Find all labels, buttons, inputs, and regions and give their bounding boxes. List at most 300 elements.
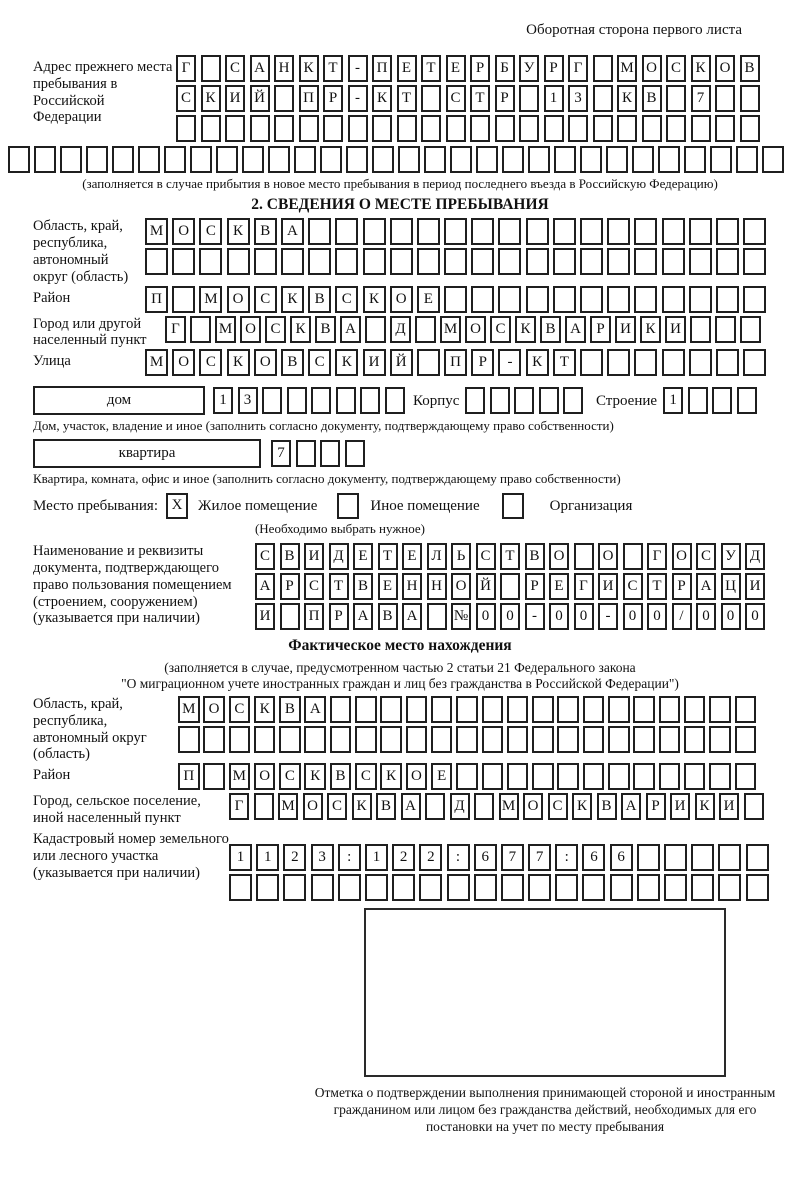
char-cell[interactable] [580,286,603,313]
char-cell[interactable] [372,146,394,173]
char-cell[interactable]: К [640,316,661,343]
char-cell[interactable] [178,726,200,753]
char-cell[interactable]: Д [329,543,349,570]
char-cell[interactable] [528,146,550,173]
char-cell[interactable]: - [525,603,545,630]
char-cell[interactable]: М [145,349,168,376]
char-cell[interactable] [544,115,564,142]
char-cell[interactable]: В [378,603,398,630]
char-cell[interactable] [482,763,504,790]
char-cell[interactable]: 3 [311,844,334,871]
char-cell[interactable]: 7 [501,844,524,871]
char-cell[interactable]: : [447,844,470,871]
char-cell[interactable] [421,85,441,112]
char-cell[interactable] [684,763,706,790]
char-cell[interactable] [138,146,160,173]
char-cell[interactable]: О [523,793,543,820]
char-cell[interactable]: О [465,316,486,343]
char-cell[interactable]: - [498,349,521,376]
char-cell[interactable]: О [254,349,277,376]
char-cell[interactable] [735,763,757,790]
char-cell[interactable]: И [719,793,739,820]
char-cell[interactable] [528,874,551,901]
char-cell[interactable] [431,726,453,753]
char-cell[interactable] [470,115,490,142]
char-cell[interactable]: Р [323,85,343,112]
char-cell[interactable] [60,146,82,173]
char-cell[interactable]: Т [397,85,417,112]
char-cell[interactable] [112,146,134,173]
char-cell[interactable]: И [598,573,618,600]
char-cell[interactable] [311,387,331,414]
char-cell[interactable] [632,146,654,173]
char-cell[interactable] [617,115,637,142]
char-cell[interactable]: Н [402,573,422,600]
char-cell[interactable] [514,387,534,414]
char-cell[interactable] [330,696,352,723]
char-cell[interactable]: К [691,55,711,82]
char-cell[interactable] [519,85,539,112]
char-cell[interactable] [254,248,277,275]
char-cell[interactable] [502,146,524,173]
char-cell[interactable]: Т [470,85,490,112]
char-cell[interactable]: К [572,793,592,820]
char-cell[interactable] [718,874,741,901]
char-cell[interactable]: В [525,543,545,570]
char-cell[interactable]: У [721,543,741,570]
char-cell[interactable] [279,726,301,753]
char-cell[interactable] [593,115,613,142]
char-cell[interactable] [716,349,739,376]
char-cell[interactable] [555,874,578,901]
char-cell[interactable] [743,349,766,376]
char-cell[interactable]: К [695,793,715,820]
char-cell[interactable] [427,603,447,630]
char-cell[interactable] [557,696,579,723]
char-cell[interactable] [476,146,498,173]
char-cell[interactable] [365,316,386,343]
char-cell[interactable] [201,55,221,82]
char-cell[interactable]: М [229,763,251,790]
char-cell[interactable] [465,387,485,414]
char-cell[interactable] [709,726,731,753]
char-cell[interactable] [574,543,594,570]
char-cell[interactable] [380,726,402,753]
char-cell[interactable] [274,85,294,112]
char-cell[interactable]: К [515,316,536,343]
char-cell[interactable] [363,218,386,245]
char-cell[interactable] [482,726,504,753]
char-cell[interactable]: : [555,844,578,871]
char-cell[interactable]: Н [274,55,294,82]
char-cell[interactable] [710,146,732,173]
char-cell[interactable]: 7 [271,440,291,467]
char-cell[interactable] [539,387,559,414]
char-cell[interactable] [444,248,467,275]
char-cell[interactable]: А [304,696,326,723]
char-cell[interactable]: С [666,55,686,82]
char-cell[interactable] [86,146,108,173]
char-cell[interactable]: С [279,763,301,790]
char-cell[interactable]: Т [553,349,576,376]
char-cell[interactable] [554,146,576,173]
char-cell[interactable]: С [623,573,643,600]
char-cell[interactable] [446,115,466,142]
char-cell[interactable]: 0 [574,603,594,630]
char-cell[interactable] [633,696,655,723]
char-cell[interactable]: / [672,603,692,630]
char-cell[interactable]: Р [646,793,666,820]
char-cell[interactable] [642,115,662,142]
char-cell[interactable]: № [451,603,471,630]
char-cell[interactable]: Е [431,763,453,790]
char-cell[interactable] [740,85,760,112]
char-cell[interactable] [447,874,470,901]
char-cell[interactable] [500,573,520,600]
char-cell[interactable] [172,248,195,275]
char-cell[interactable]: 0 [623,603,643,630]
char-cell[interactable]: С [199,349,222,376]
char-cell[interactable] [229,874,252,901]
char-cell[interactable] [398,146,420,173]
char-cell[interactable] [557,763,579,790]
char-cell[interactable]: П [444,349,467,376]
char-cell[interactable]: С [490,316,511,343]
char-cell[interactable] [216,146,238,173]
char-cell[interactable]: 3 [568,85,588,112]
char-cell[interactable] [227,248,250,275]
char-cell[interactable] [390,218,413,245]
char-cell[interactable]: - [348,85,368,112]
char-cell[interactable]: О [203,696,225,723]
char-cell[interactable]: В [254,218,277,245]
char-cell[interactable] [690,316,711,343]
char-cell[interactable] [417,248,440,275]
char-cell[interactable]: Д [450,793,470,820]
char-cell[interactable]: У [519,55,539,82]
char-cell[interactable]: В [376,793,396,820]
char-cell[interactable]: 0 [721,603,741,630]
char-cell[interactable] [593,55,613,82]
char-cell[interactable]: О [598,543,618,570]
char-cell[interactable]: С [446,85,466,112]
char-cell[interactable] [633,763,655,790]
char-cell[interactable] [190,316,211,343]
char-cell[interactable] [456,726,478,753]
char-cell[interactable]: 0 [500,603,520,630]
char-cell[interactable]: Т [500,543,520,570]
char-cell[interactable] [735,696,757,723]
char-cell[interactable]: 1 [213,387,233,414]
stay-option-checkbox-residential[interactable]: X [166,493,188,519]
char-cell[interactable] [474,793,494,820]
char-cell[interactable]: А [565,316,586,343]
char-cell[interactable]: С [229,696,251,723]
char-cell[interactable] [532,763,554,790]
char-cell[interactable]: Д [390,316,411,343]
char-cell[interactable]: М [278,793,298,820]
char-cell[interactable] [471,248,494,275]
char-cell[interactable]: И [255,603,275,630]
char-cell[interactable] [229,726,251,753]
char-cell[interactable] [250,115,270,142]
char-cell[interactable] [225,115,245,142]
char-cell[interactable]: С [327,793,347,820]
char-cell[interactable]: 1 [544,85,564,112]
char-cell[interactable] [415,316,436,343]
char-cell[interactable] [425,793,445,820]
char-cell[interactable]: О [390,286,413,313]
char-cell[interactable] [593,85,613,112]
char-cell[interactable] [406,726,428,753]
char-cell[interactable] [634,218,657,245]
char-cell[interactable]: : [338,844,361,871]
char-cell[interactable]: П [145,286,168,313]
char-cell[interactable]: К [335,349,358,376]
char-cell[interactable] [380,696,402,723]
char-cell[interactable] [287,387,307,414]
char-cell[interactable] [330,726,352,753]
char-cell[interactable] [662,349,685,376]
char-cell[interactable]: 6 [582,844,605,871]
char-cell[interactable]: И [615,316,636,343]
char-cell[interactable]: Т [378,543,398,570]
char-cell[interactable]: В [642,85,662,112]
char-cell[interactable]: А [255,573,275,600]
char-cell[interactable] [664,874,687,901]
char-cell[interactable] [417,218,440,245]
char-cell[interactable] [172,286,195,313]
char-cell[interactable] [526,286,549,313]
char-cell[interactable]: Т [421,55,441,82]
char-cell[interactable] [689,286,712,313]
char-cell[interactable]: Р [590,316,611,343]
char-cell[interactable] [658,146,680,173]
char-cell[interactable] [199,248,222,275]
char-cell[interactable]: К [380,763,402,790]
char-cell[interactable]: М [199,286,222,313]
char-cell[interactable]: О [227,286,250,313]
char-cell[interactable] [557,726,579,753]
char-cell[interactable] [740,316,761,343]
char-cell[interactable]: К [352,793,372,820]
char-cell[interactable] [735,726,757,753]
char-cell[interactable]: К [299,55,319,82]
char-cell[interactable]: 2 [392,844,415,871]
char-cell[interactable]: Й [390,349,413,376]
char-cell[interactable]: К [372,85,392,112]
char-cell[interactable]: К [363,286,386,313]
char-cell[interactable]: А [401,793,421,820]
char-cell[interactable]: К [304,763,326,790]
char-cell[interactable] [304,726,326,753]
char-cell[interactable]: Р [544,55,564,82]
char-cell[interactable] [145,248,168,275]
char-cell[interactable] [444,286,467,313]
char-cell[interactable]: К [281,286,304,313]
char-cell[interactable] [608,726,630,753]
char-cell[interactable] [740,115,760,142]
char-cell[interactable] [242,146,264,173]
char-cell[interactable]: В [280,543,300,570]
char-cell[interactable]: С [225,55,245,82]
char-cell[interactable] [507,763,529,790]
char-cell[interactable] [507,696,529,723]
char-cell[interactable]: А [696,573,716,600]
char-cell[interactable] [746,874,769,901]
char-cell[interactable] [471,286,494,313]
char-cell[interactable] [176,115,196,142]
char-cell[interactable] [360,387,380,414]
char-cell[interactable]: 0 [696,603,716,630]
stay-option-checkbox-other[interactable] [337,493,359,519]
char-cell[interactable]: Ц [721,573,741,600]
char-cell[interactable]: И [745,573,765,600]
char-cell[interactable] [610,874,633,901]
char-cell[interactable]: С [176,85,196,112]
char-cell[interactable] [498,248,521,275]
char-cell[interactable] [526,218,549,245]
char-cell[interactable] [664,844,687,871]
char-cell[interactable]: О [642,55,662,82]
char-cell[interactable]: К [227,349,250,376]
char-cell[interactable] [746,844,769,871]
char-cell[interactable] [659,726,681,753]
char-cell[interactable] [495,115,515,142]
char-cell[interactable]: О [549,543,569,570]
char-cell[interactable]: 1 [663,387,683,414]
char-cell[interactable] [498,218,521,245]
char-cell[interactable] [406,696,428,723]
char-cell[interactable]: С [548,793,568,820]
char-cell[interactable]: Е [417,286,440,313]
char-cell[interactable] [553,218,576,245]
char-cell[interactable]: 1 [256,844,279,871]
char-cell[interactable] [689,248,712,275]
char-cell[interactable]: 3 [238,387,258,414]
char-cell[interactable]: М [178,696,200,723]
char-cell[interactable] [299,115,319,142]
char-cell[interactable]: В [279,696,301,723]
char-cell[interactable] [583,763,605,790]
char-cell[interactable]: К [526,349,549,376]
char-cell[interactable]: П [304,603,324,630]
char-cell[interactable]: Г [568,55,588,82]
char-cell[interactable] [336,387,356,414]
char-cell[interactable]: В [315,316,336,343]
char-cell[interactable] [568,115,588,142]
char-cell[interactable] [553,248,576,275]
char-cell[interactable] [633,726,655,753]
char-cell[interactable] [8,146,30,173]
char-cell[interactable]: С [308,349,331,376]
char-cell[interactable]: С [199,218,222,245]
char-cell[interactable] [662,286,685,313]
char-cell[interactable] [637,874,660,901]
char-cell[interactable] [634,248,657,275]
char-cell[interactable]: И [304,543,324,570]
char-cell[interactable]: Е [549,573,569,600]
char-cell[interactable]: Р [329,603,349,630]
char-cell[interactable] [456,696,478,723]
char-cell[interactable] [583,696,605,723]
char-cell[interactable] [607,286,630,313]
char-cell[interactable] [580,248,603,275]
char-cell[interactable] [385,387,405,414]
char-cell[interactable]: 6 [610,844,633,871]
char-cell[interactable]: М [617,55,637,82]
char-cell[interactable]: К [617,85,637,112]
char-cell[interactable] [474,874,497,901]
char-cell[interactable]: Ь [451,543,471,570]
char-cell[interactable] [363,248,386,275]
char-cell[interactable] [623,543,643,570]
char-cell[interactable]: Н [427,573,447,600]
char-cell[interactable] [320,146,342,173]
char-cell[interactable]: Р [672,573,692,600]
char-cell[interactable] [684,146,706,173]
char-cell[interactable]: Р [525,573,545,600]
char-cell[interactable]: Л [427,543,447,570]
char-cell[interactable] [744,793,764,820]
char-cell[interactable] [365,874,388,901]
char-cell[interactable]: С [254,286,277,313]
char-cell[interactable] [716,248,739,275]
char-cell[interactable] [308,248,331,275]
char-cell[interactable] [532,696,554,723]
char-cell[interactable]: 2 [419,844,442,871]
char-cell[interactable]: М [440,316,461,343]
char-cell[interactable] [281,248,304,275]
char-cell[interactable]: С [335,286,358,313]
char-cell[interactable]: 6 [474,844,497,871]
char-cell[interactable]: Е [402,543,422,570]
char-cell[interactable] [335,248,358,275]
char-cell[interactable]: И [665,316,686,343]
char-cell[interactable] [526,248,549,275]
char-cell[interactable] [482,696,504,723]
char-cell[interactable] [419,874,442,901]
char-cell[interactable] [608,696,630,723]
char-cell[interactable]: К [201,85,221,112]
char-cell[interactable] [715,115,735,142]
char-cell[interactable] [659,763,681,790]
char-cell[interactable] [372,115,392,142]
char-cell[interactable] [335,218,358,245]
char-cell[interactable]: О [715,55,735,82]
char-cell[interactable]: И [363,349,386,376]
char-cell[interactable]: Г [647,543,667,570]
char-cell[interactable] [762,146,784,173]
char-cell[interactable]: В [308,286,331,313]
char-cell[interactable]: К [290,316,311,343]
char-cell[interactable] [346,146,368,173]
char-cell[interactable] [390,248,413,275]
char-cell[interactable]: В [353,573,373,600]
char-cell[interactable] [355,696,377,723]
char-cell[interactable] [397,115,417,142]
char-cell[interactable] [501,874,524,901]
char-cell[interactable]: Е [397,55,417,82]
char-cell[interactable]: 0 [745,603,765,630]
char-cell[interactable]: Д [745,543,765,570]
char-cell[interactable] [583,726,605,753]
char-cell[interactable]: 1 [229,844,252,871]
char-cell[interactable]: Г [229,793,249,820]
char-cell[interactable]: Р [470,55,490,82]
char-cell[interactable] [296,440,316,467]
char-cell[interactable] [712,387,732,414]
